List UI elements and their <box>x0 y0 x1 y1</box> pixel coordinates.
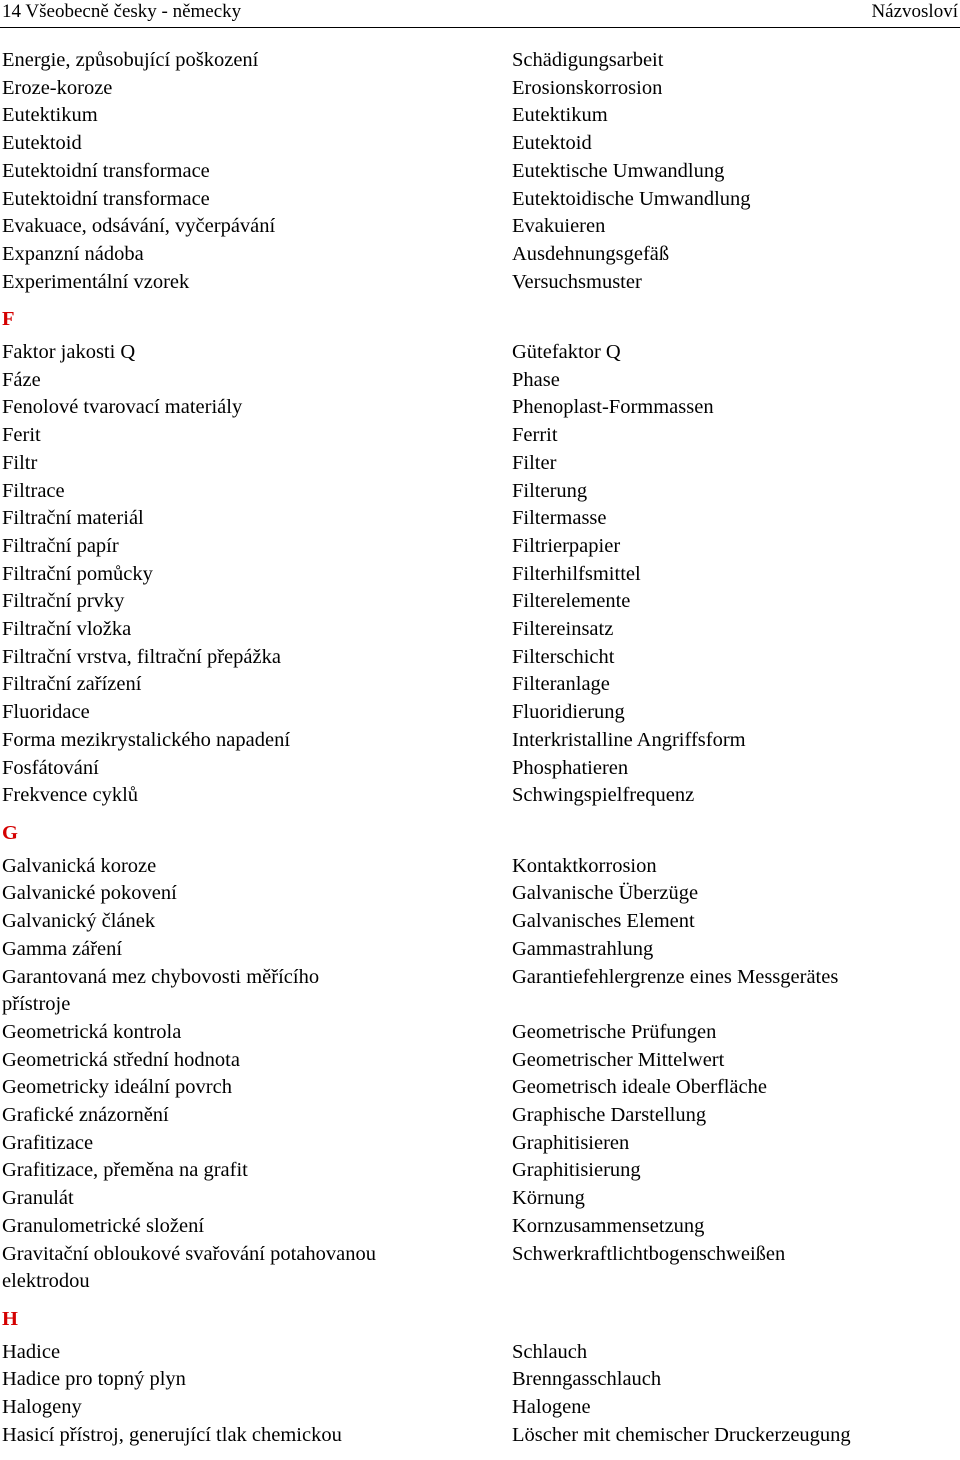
czech-term: Ferit <box>2 424 41 447</box>
german-term: Körnung <box>512 1187 585 1210</box>
glossary-entry <box>0 158 960 186</box>
glossary-entry <box>0 450 960 478</box>
german-term: Eutektische Umwandlung <box>512 159 725 182</box>
czech-term: Granulometrické složení <box>2 1214 205 1237</box>
glossary-entry <box>0 1185 960 1213</box>
glossary-entry <box>0 964 960 992</box>
czech-term: Hadice pro topný plyn <box>2 1368 186 1391</box>
section-letter-row <box>0 820 960 848</box>
glossary-entry <box>0 75 960 103</box>
header-title: 14 Všeobecně česky - německy <box>2 1 242 22</box>
glossary-entry <box>0 505 960 533</box>
czech-term: Fluoridace <box>2 701 90 724</box>
german-term: Phosphatieren <box>512 756 629 779</box>
czech-term: Filtrace <box>2 479 65 502</box>
czech-term: Gravitační obloukové svařování potahovanou <box>2 1242 377 1265</box>
german-term: Filterelemente <box>512 590 631 613</box>
glossary-entry <box>0 1394 960 1422</box>
german-term: Erosionskorrosion <box>512 76 663 99</box>
german-term: Schädigungsarbeit <box>512 49 664 71</box>
czech-term: Filtrační papír <box>2 534 119 557</box>
glossary-entry <box>0 1074 960 1102</box>
german-term: Phase <box>512 368 560 391</box>
glossary-entry <box>0 213 960 241</box>
german-term: Halogene <box>512 1396 591 1419</box>
german-term: Graphitisierung <box>512 1159 641 1182</box>
german-term: Eutektoidische Umwandlung <box>512 187 751 210</box>
czech-term: Energie, způsobující poškození <box>2 49 259 71</box>
czech-term: Galvanická koroze <box>2 854 157 877</box>
czech-term: Garantovaná mez chybovosti měřícího <box>2 965 320 988</box>
czech-term: Fenolové tvarovací materiály <box>2 396 243 419</box>
czech-term: Galvanický článek <box>2 910 156 933</box>
glossary-entry <box>0 880 960 908</box>
czech-term: Expanzní nádoba <box>2 242 144 265</box>
czech-term: Gamma záření <box>2 937 123 960</box>
german-term: Ausdehnungsgefäß <box>512 242 670 265</box>
czech-term: Fosfátování <box>2 756 99 779</box>
czech-term: Grafitizace, přeměna na grafit <box>2 1159 248 1182</box>
glossary-entry <box>0 478 960 506</box>
german-term: Interkristalline Angriffsform <box>512 728 746 751</box>
glossary-entry <box>0 1213 960 1241</box>
german-term: Filtrierpapier <box>512 534 621 557</box>
glossary-entry <box>0 339 960 367</box>
german-term: Geometrischer Mittelwert <box>512 1048 725 1071</box>
czech-term: Geometrická kontrola <box>2 1020 182 1043</box>
glossary-entry <box>0 699 960 727</box>
czech-term: Filtr <box>2 451 38 474</box>
section-letter-row <box>0 306 960 334</box>
german-term: Fluoridierung <box>512 701 625 724</box>
glossary-entry <box>0 1339 960 1367</box>
czech-term: Frekvence cyklů <box>2 784 139 807</box>
glossary-entry <box>0 533 960 561</box>
section-letter: G <box>2 821 18 844</box>
czech-term: Eutektoid <box>2 132 82 155</box>
glossary-entry <box>0 908 960 936</box>
german-term: Schwerkraftlichtbogenschweißen <box>512 1242 786 1265</box>
glossary-entry <box>0 853 960 881</box>
german-term: Schlauch <box>512 1340 588 1363</box>
glossary-entry <box>0 47 960 75</box>
glossary-entry <box>0 1241 960 1269</box>
czech-term: Eroze-koroze <box>2 76 113 99</box>
german-term: Filter <box>512 451 557 474</box>
german-term <box>512 991 960 1019</box>
glossary-entry <box>0 102 960 130</box>
glossary-entry <box>0 1019 960 1047</box>
german-term: Filteranlage <box>512 673 610 696</box>
german-term: Eutektikum <box>512 104 608 127</box>
glossary-entry <box>0 1102 960 1130</box>
czech-term: Geometricky ideální povrch <box>2 1076 232 1099</box>
czech-term: Filtrační prvky <box>2 590 125 613</box>
german-term: Löscher mit chemischer Druckerzeugung <box>512 1423 851 1446</box>
glossary-entry <box>0 991 960 1019</box>
german-term <box>512 1268 960 1296</box>
glossary-entry <box>0 588 960 616</box>
czech-term: Geometrická střední hodnota <box>2 1048 240 1071</box>
glossary-entry <box>0 671 960 699</box>
german-term: Kornzusammensetzung <box>512 1214 705 1237</box>
german-term: Graphitisieren <box>512 1131 630 1154</box>
glossary-entry <box>0 130 960 158</box>
glossary-entry <box>0 1268 960 1296</box>
german-term: Evakuieren <box>512 215 606 238</box>
german-term: Garantiefehlergrenze eines Messgerätes <box>512 965 839 988</box>
glossary-entry <box>0 644 960 672</box>
czech-term: Filtrační zařízení <box>2 673 142 696</box>
glossary-content <box>0 47 960 1449</box>
czech-term: Grafitizace <box>2 1131 94 1154</box>
german-term: Phenoplast-Formmassen <box>512 396 714 419</box>
czech-term: Halogeny <box>2 1396 82 1419</box>
german-term: Geometrisch ideale Oberfläche <box>512 1076 767 1099</box>
glossary-entry <box>0 241 960 269</box>
section-letter: H <box>2 1307 18 1330</box>
czech-term: Fáze <box>2 368 41 391</box>
czech-term: Eutektoidní transformace <box>2 187 210 210</box>
german-term: Filtermasse <box>512 507 607 530</box>
glossary-entry <box>0 755 960 783</box>
german-term: Gammastrahlung <box>512 937 654 960</box>
glossary-entry <box>0 1130 960 1158</box>
german-term: Schwingspielfrequenz <box>512 784 695 807</box>
czech-term: elektrodou <box>2 1270 90 1293</box>
glossary-entry <box>0 1422 960 1450</box>
page-header <box>0 0 960 28</box>
glossary-entry <box>0 936 960 964</box>
german-term: Kontaktkorrosion <box>512 854 657 877</box>
glossary-entry <box>0 269 960 297</box>
german-term: Graphische Darstellung <box>512 1104 707 1127</box>
czech-term: Forma mezikrystalického napadení <box>2 728 291 751</box>
czech-term: Filtrační materiál <box>2 507 144 530</box>
czech-term: Filtrační vrstva, filtrační přepážka <box>2 645 281 668</box>
section-letter-row <box>0 1306 960 1334</box>
header-section: Názvosloví <box>871 1 958 22</box>
czech-term: Filtrační pomůcky <box>2 562 153 585</box>
glossary-entry <box>0 727 960 755</box>
glossary-entry <box>0 616 960 644</box>
german-term: Versuchsmuster <box>512 270 642 293</box>
german-term: Ferrit <box>512 424 558 447</box>
german-term: Galvanisches Element <box>512 910 695 933</box>
glossary-entry <box>0 394 960 422</box>
glossary-entry <box>0 186 960 214</box>
czech-term: Eutektikum <box>2 104 98 127</box>
czech-term: Eutektoidní transformace <box>2 159 210 182</box>
german-term: Geometrische Prüfungen <box>512 1020 717 1043</box>
german-term: Filterhilfsmittel <box>512 562 641 585</box>
german-term: Brenngasschlauch <box>512 1368 662 1391</box>
german-term: Filterung <box>512 479 588 502</box>
glossary-entry <box>0 1157 960 1185</box>
section-letter: F <box>2 308 15 331</box>
german-term: Eutektoid <box>512 132 592 155</box>
glossary-entry <box>0 561 960 589</box>
glossary-entry <box>0 1366 960 1394</box>
czech-term: Faktor jakosti Q <box>2 341 136 364</box>
glossary-entry <box>0 782 960 810</box>
czech-term: Evakuace, odsávání, vyčerpávání <box>2 215 276 238</box>
german-term: Filtereinsatz <box>512 618 614 641</box>
czech-term: Galvanické pokovení <box>2 882 177 905</box>
glossary-entry <box>0 422 960 450</box>
czech-term: přístroje <box>2 993 71 1016</box>
czech-term: Filtrační vložka <box>2 618 132 641</box>
czech-term: Hadice <box>2 1340 61 1363</box>
glossary-entry <box>0 1047 960 1075</box>
czech-term: Hasicí přístroj, generující tlak chemickou <box>2 1423 342 1446</box>
german-term: Galvanische Überzüge <box>512 882 699 905</box>
glossary-entry <box>0 367 960 395</box>
german-term: Filterschicht <box>512 645 615 668</box>
czech-term: Grafické znázornění <box>2 1104 169 1127</box>
czech-term: Experimentální vzorek <box>2 270 190 293</box>
german-term: Gütefaktor Q <box>512 341 621 364</box>
czech-term: Granulát <box>2 1187 74 1210</box>
